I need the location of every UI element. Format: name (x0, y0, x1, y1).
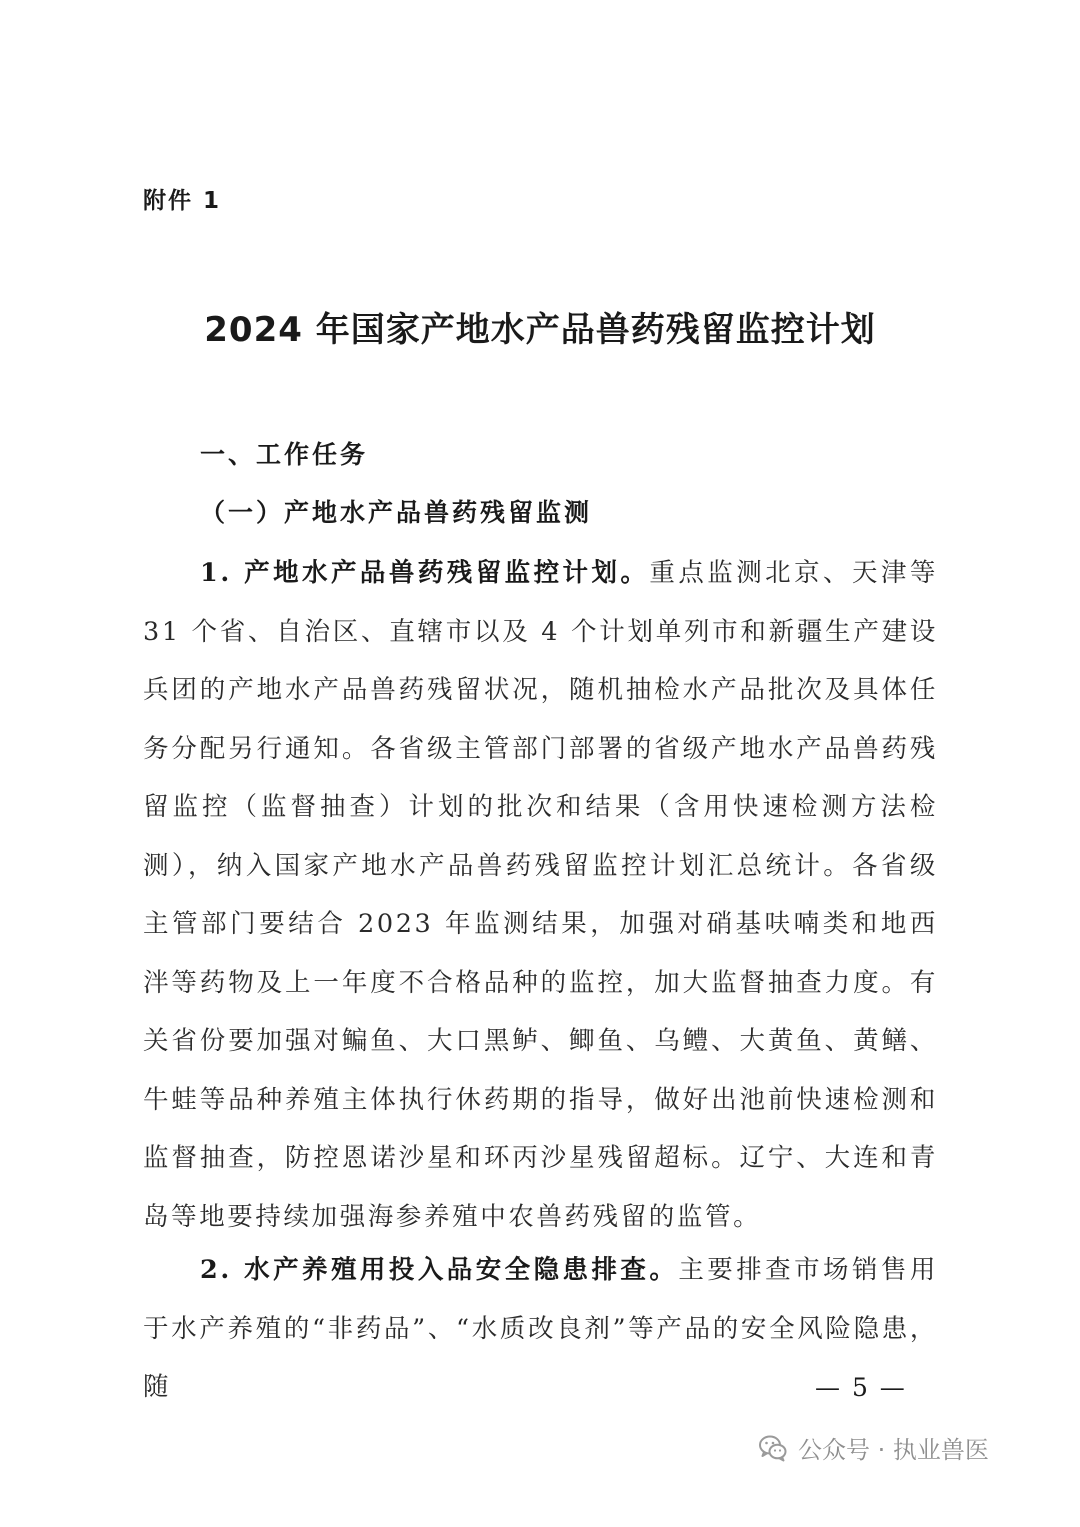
paragraph-2-lead: 2. 水产养殖用投入品安全隐患排查。 (200, 1255, 679, 1285)
subsection-heading: （一）产地水产品兽药残留监测 (200, 498, 593, 527)
watermark (758, 1430, 989, 1465)
paragraph-1-body: 重点监测北京、天津等 31 个省、自治区、直辖市以及 4 个计划单列市和新疆生产建设兵团的产地水产品兽药残留状况，随机抽检水产品批次及具体任务分配另行通知。各省级主管部门部署的省级产地水产品兽药残留监控（监督抽查）计划的批次和结果（含用快速检测方法检测），纳入国家产地水产品兽药残留监控计划汇总统计。各省级主管部门要结合 2023 年监测结果，加强对硝基呋喃类和地西泮等药物及上一年度不合格品种的监控，加大监督抽查力度。有关省份要加强对鳊鱼、大口黑鲈、鲫鱼、乌鳢、大黄鱼、黄鳝、牛蛙等品种养殖主体执行休药期的指导，做好出池前快速检测和监督抽查，防控恩诺沙星和环丙沙星残留超标。辽宁、大连和青岛等地要持续加强海参养殖中农兽药残留的监管。 (143, 558, 938, 1232)
paragraph-1-lead: 1. 产地水产品兽药残留监控计划。 (200, 558, 650, 588)
paragraph-1 (143, 544, 938, 1246)
page-number: — 5 — (815, 1373, 907, 1402)
wechat-icon (758, 1433, 788, 1463)
paragraph-2-body: 主要排查市场销售用于水产养殖的“非药品”、“水质改良剂”等产品的安全风险隐患，随 (143, 1255, 938, 1402)
section-heading: 一、工作任务 (200, 440, 369, 469)
watermark-text: 公众号 · 执业兽医 (798, 1436, 989, 1464)
annex-label: 附件 1 (143, 188, 222, 214)
document-title: 2024 年国家产地水产品兽药残留监控计划 (204, 310, 876, 350)
